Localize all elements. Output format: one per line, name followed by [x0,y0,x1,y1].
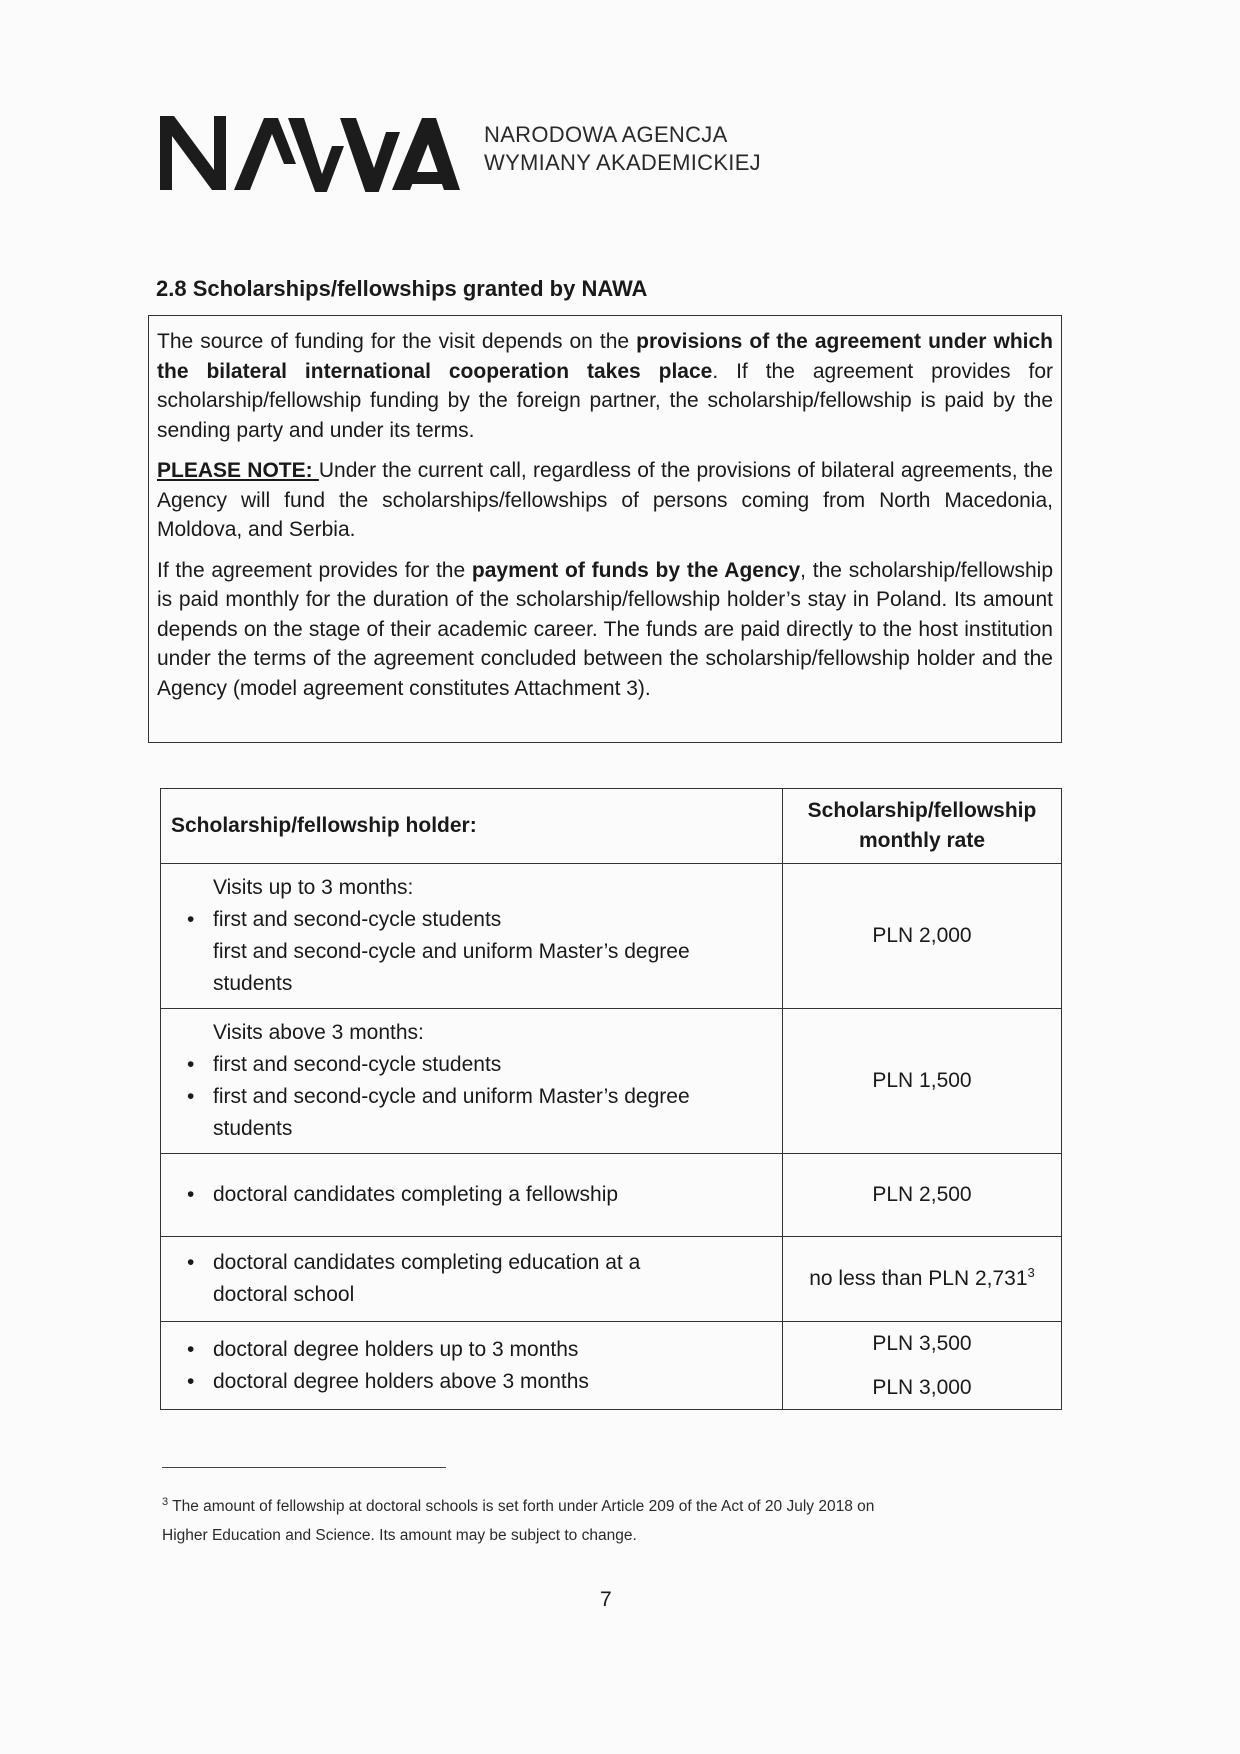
table-row [161,1237,1062,1322]
info-paragraph-2 [157,456,1053,545]
bullet-icon: • [187,1085,195,1108]
row-line: students [213,1117,293,1140]
info-p3-text-a: If the agreement provides for the [157,558,472,582]
section-title: 2.8 Scholarships/fellowships granted by NAWA [156,276,648,301]
table-row [161,1009,1062,1154]
row-line: first and second-cycle and uniform Master’s degree [213,940,690,963]
row-line-text: doctoral degree holders above 3 months [213,1369,589,1393]
row-heading: Visits above 3 months: [213,1021,424,1044]
bullet-icon: • [187,1183,195,1206]
rate-value: PLN 2,500 [872,1183,972,1206]
rate-cell [783,1322,1062,1410]
table-row [161,1322,1062,1410]
row-line-text: doctoral candidates completing education at a [213,1251,641,1274]
rate-value-text: no less than PLN 2,731 [809,1267,1028,1290]
row-line [171,1366,782,1398]
info-paragraph-3 [157,556,1053,704]
bullet-icon: • [187,1251,195,1274]
table-row [161,864,1062,1009]
page-number: 7 [600,1588,612,1611]
footnote-line1 [162,1492,1042,1521]
header-rate-line2: monthly rate [858,829,986,852]
holder-cell [161,864,783,1009]
funding-info-box [148,315,1062,743]
info-paragraph-1 [157,327,1053,445]
row-line [171,904,782,936]
table-row [161,1154,1062,1237]
info-p1-bold: provisions of the agreement under which the bilateral international cooperation takes place [157,330,1054,383]
info-p2-text: Under the current call, regardless of the provisions of bilateral agreements, the Agency will fund the scholarships/fellowships of persons coming from North Macedonia, Moldova, and Serbia. [157,459,1053,541]
row-line-text: doctoral candidates completing a fellowship [213,1183,619,1206]
info-p1-text-a: The source of funding for the visit depends on the [157,330,637,353]
footnote [162,1492,1042,1550]
footnote-text-1: The amount of fellowship at doctoral schools is set forth under Article 209 of the Act of 20 July 2018 on [168,1498,875,1515]
footnote-ref: 3 [1027,1265,1035,1280]
row-line: doctoral school [213,1283,355,1306]
header-rate-line1: Scholarship/fellowship [807,799,1037,822]
row-line: students [213,972,293,995]
holder-cell [161,1237,783,1322]
agency-name-line1: NARODOWA AGENCJA [484,122,728,147]
bullet-icon: • [187,1053,195,1076]
info-p3-text-c: , the scholarship/fellowship is paid monthly for the duration of the scholarship/fellowship holder’s stay in Poland. Its amount depends on the stage of their academic career. The funds are paid directly to the host institution under the terms of the agreement concluded between the scholarship/fellowship holder and the Agency (model agreement constitutes Attachment 3). [157,558,1053,700]
holder-cell [161,1154,783,1237]
agency-name-line2: WYMIANY AKADEMICKIEJ [484,150,761,175]
rate-cell [783,864,1062,1009]
info-p1-text-c: . If the agreement provides for scholarship/fellowship funding by the foreign partner, the scholarship/fellowship is paid by the sending party and under its terms. [157,359,1053,442]
scholarship-rates-table [160,788,1062,1410]
bullet-icon: • [187,1337,195,1361]
row-line [171,1247,782,1279]
rate-cell [783,1237,1062,1322]
nawa-logo [160,112,460,192]
row-line-text: first and second-cycle students [213,1053,502,1076]
holder-cell [161,1009,783,1154]
rate-value [784,1264,1060,1294]
agency-name [484,121,761,177]
row-line [171,1081,782,1113]
rate-value: PLN 3,000 [872,1375,972,1399]
header-monthly-rate [783,789,1062,864]
footnote-separator [162,1467,446,1468]
holder-cell [161,1322,783,1410]
row-line-text: doctoral degree holders up to 3 months [213,1337,579,1361]
rate-value: PLN 3,500 [872,1331,972,1355]
row-line-text: first and second-cycle students [213,908,502,931]
row-line [171,1179,782,1211]
header-holder: Scholarship/fellowship holder: [161,789,783,864]
please-note-label: PLEASE NOTE: [157,459,319,482]
row-heading: Visits up to 3 months: [213,876,414,899]
bullet-icon: • [187,1369,195,1393]
footnote-marker: 3 [162,1495,169,1508]
row-line [171,1049,782,1081]
rate-value: PLN 1,500 [872,1069,972,1092]
row-line-text: first and second-cycle and uniform Master’s degree [213,1085,690,1108]
bullet-icon: • [187,908,195,931]
info-p3-bold: payment of funds by the Agency [471,558,801,582]
table-header-row [161,789,1062,864]
rate-cell [783,1009,1062,1154]
rate-cell [783,1154,1062,1237]
rate-value: PLN 2,000 [872,924,972,947]
row-line [171,1334,782,1366]
footnote-line2: Higher Education and Science. Its amount may be subject to change. [162,1527,637,1544]
